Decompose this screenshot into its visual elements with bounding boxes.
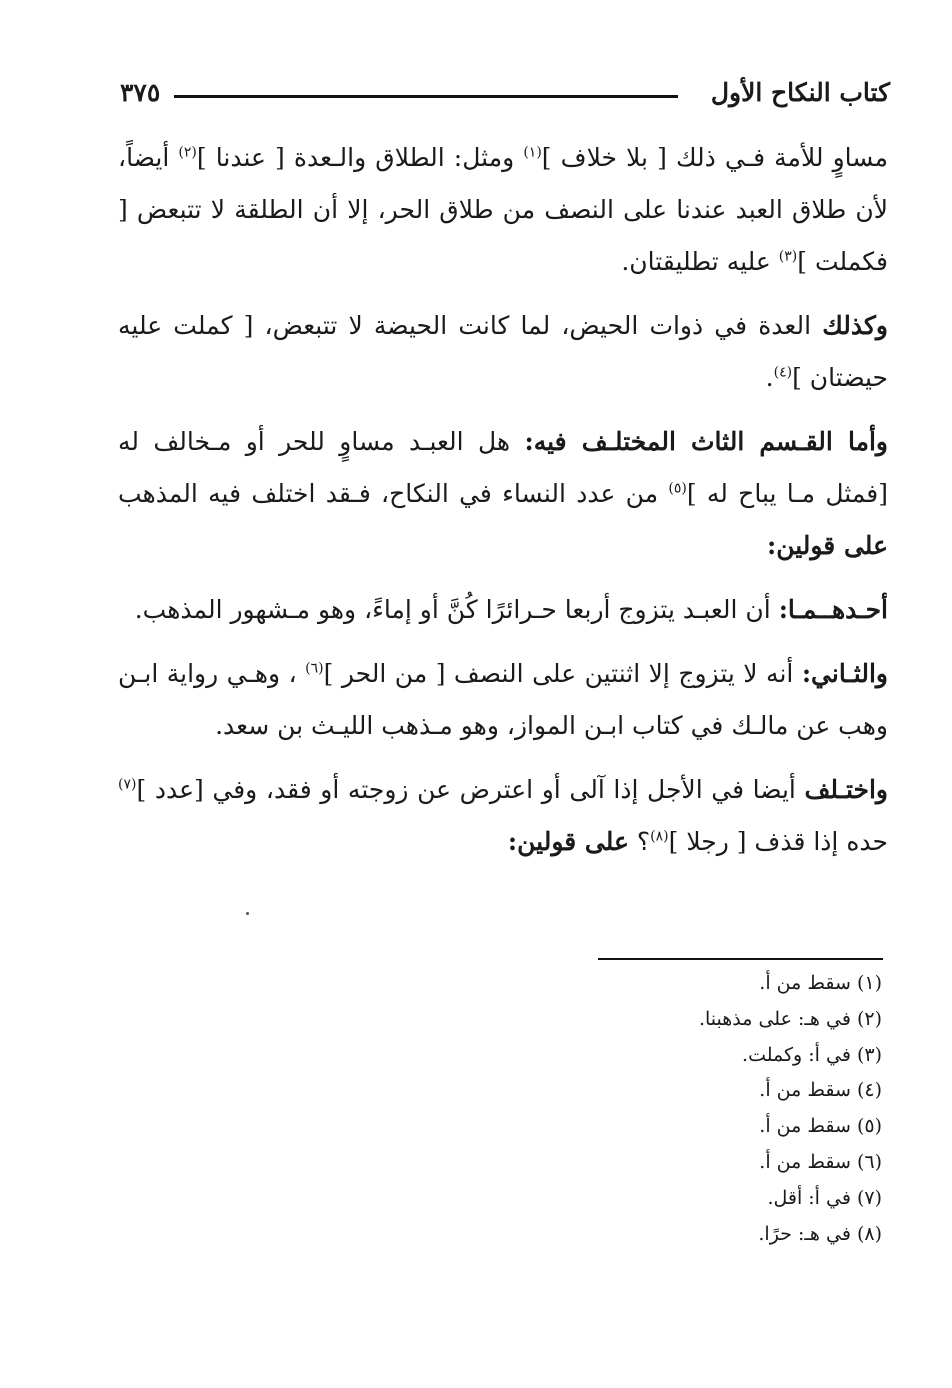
bold-lead-text: وكذلك	[822, 311, 888, 340]
paragraph-text: من عدد النساء في النكاح، فـقد اختلف فيه المذهب	[118, 479, 669, 508]
footnotes	[382, 966, 882, 1252]
footnote-ref: (١)	[523, 144, 542, 161]
bold-lead-text: أحـدهــمـا:	[778, 595, 888, 624]
footnote: (٤) سقط من أ.	[759, 1079, 882, 1102]
footnote-ref: (٨)	[650, 828, 669, 845]
footnote-ref: (٧)	[118, 776, 137, 793]
footnote: (٣) في أ: وكملت.	[742, 1043, 882, 1066]
footnote: (٨) في هـ: حرًا.	[758, 1222, 882, 1245]
stray-dot	[246, 912, 249, 915]
page-number: ٣٧٥	[120, 78, 161, 107]
footnote: (٢) في هـ: على مذهبنا.	[698, 1007, 882, 1030]
footnote-ref: (٥)	[668, 480, 687, 497]
paragraph-text: حده إذا قذف [ رجلا ]	[668, 827, 888, 856]
header-rule	[174, 95, 678, 98]
page-header	[120, 70, 890, 120]
paragraph-text: العدة في ذوات الحيض، لما كانت الحيضة لا تتبعض، [ كملت عليه حيضتان ]	[118, 311, 888, 392]
bold-lead-text: وأما القـسم الثاث المختلـف فيه:	[524, 427, 888, 456]
paragraph	[118, 648, 888, 752]
paragraph	[118, 132, 888, 288]
footnote: (١) سقط من أ.	[759, 972, 882, 994]
footnote: (٦) سقط من أ.	[759, 1150, 882, 1173]
paragraph-text: ؟	[628, 827, 651, 856]
footnote-ref: (٣)	[778, 248, 798, 265]
paragraph-text: ومثل: الطلاق والـعدة [ عندنا ]	[196, 143, 524, 172]
footnote-ref: (٦)	[305, 660, 324, 677]
paragraph-text: عليه تطليقتان.	[621, 247, 779, 276]
paragraph-text: أنه لا يتزوج إلا اثنتين على النصف [ من الحر ]	[323, 659, 802, 688]
paragraph-text: ، وهـي رواية ابـن وهب عن مالـك في كتاب ابـن المواز، وهو مـذهب الليـث بن سعد.	[118, 659, 888, 740]
main-text	[118, 132, 888, 880]
bold-lead-text: على قولين:	[507, 827, 629, 856]
footnote: (٧) في أ: أقل.	[767, 1186, 882, 1209]
footnote: (٥) سقط من أ.	[759, 1115, 882, 1138]
footnote-ref: (٤)	[773, 364, 793, 381]
bold-lead-text: واختـلف	[804, 775, 888, 804]
paragraph-text: أيضاً، لأن طلاق العبد عندنا على النصف من طلاق الحر، إلا أن الطلقة لا تتبعض [ فكملت ]	[118, 143, 888, 276]
bold-lead-text: على قولين:	[766, 531, 888, 560]
paragraph-text: أيضا في الأجل إذا آلى أو اعترض عن زوجته أو فقد، وفي [عدد ]	[136, 775, 805, 804]
paragraph	[118, 584, 888, 636]
paragraph	[118, 300, 888, 404]
paragraph	[118, 764, 888, 868]
paragraph-text: هل العبـد مساوٍ للحر أو مـخالف له [فمثل مـا يباح له ]	[118, 427, 888, 508]
bold-lead-text: والثـاني:	[801, 659, 888, 688]
paragraph-text: أن العبـد يتزوج أربعا حـرائرًا كُنَّ أو إماءً، وهو مـشهور المذهب.	[134, 595, 779, 624]
running-title: كتاب النكاح الأول	[710, 78, 890, 107]
footnote-rule	[598, 958, 883, 960]
paragraph-text: .	[765, 363, 774, 392]
paragraph	[118, 416, 888, 572]
paragraph-text: مساوٍ للأمة فـي ذلك [ بلا خلاف ]	[541, 143, 888, 172]
footnote-ref: (٢)	[178, 144, 197, 161]
